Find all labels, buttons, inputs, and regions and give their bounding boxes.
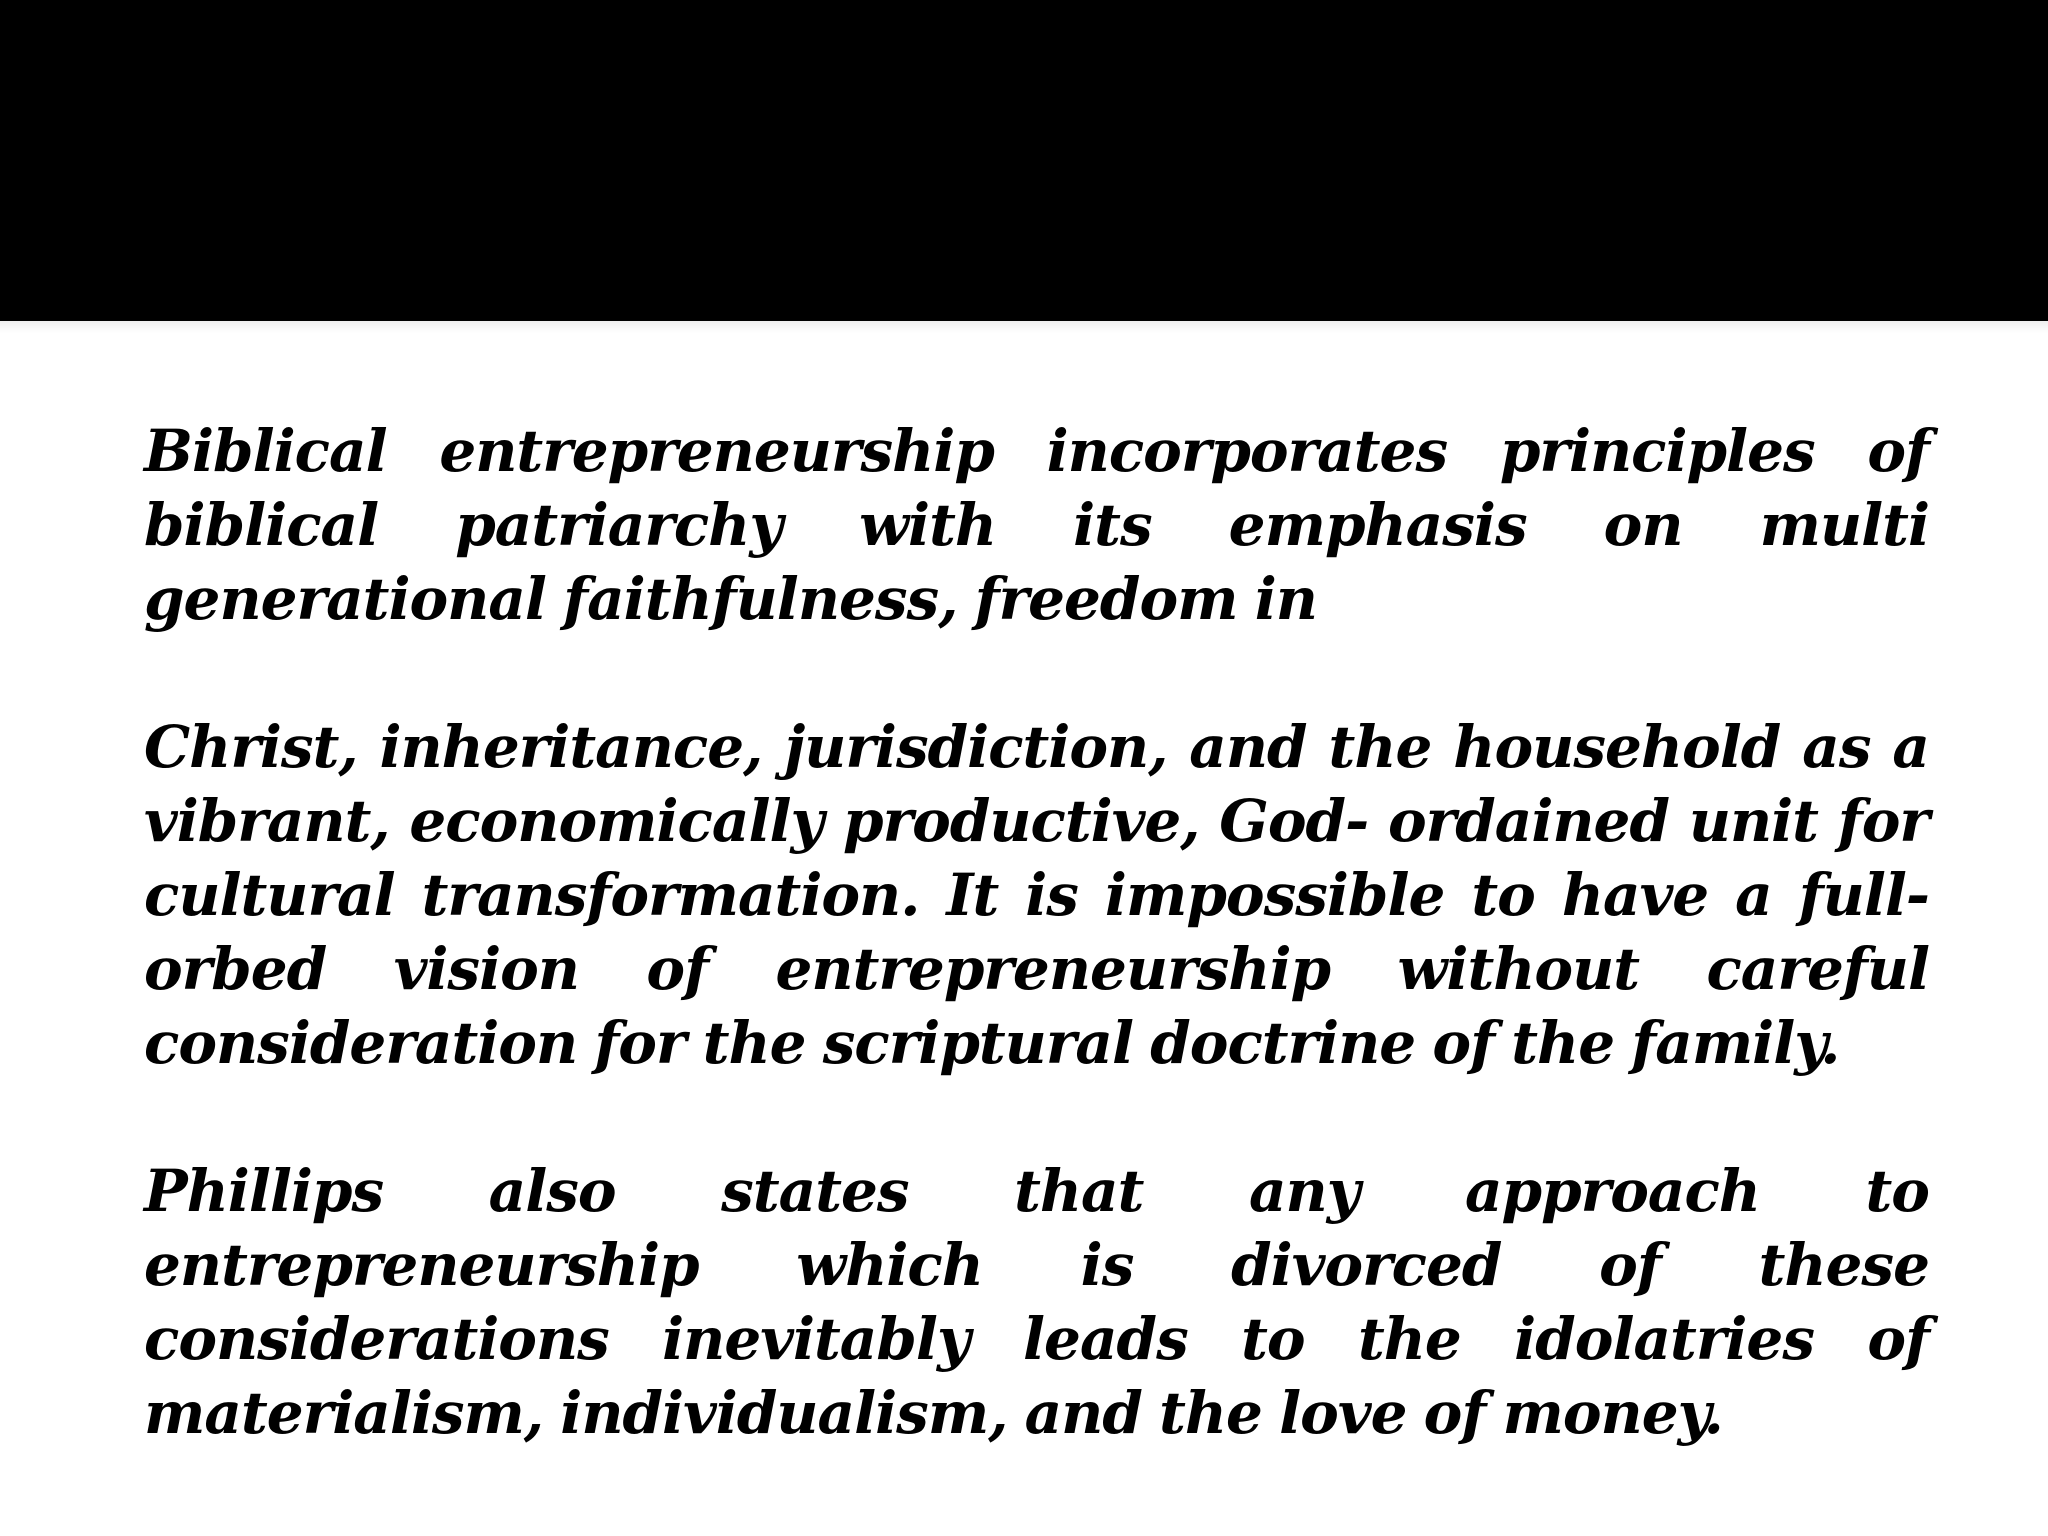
paragraph-phillips-states: Phillips also states that any approach to entrepreneurship which is divorced of these considerations inevitably leads to the idolatries of materialism, individualism, and the love of money. [144, 1157, 1929, 1447]
header-divider [0, 321, 2048, 333]
slide-body-text [144, 414, 1929, 1450]
slide-header-band [0, 0, 2048, 321]
paragraph-christ-inheritance: Christ, inheritance, jurisdiction, and the household as a vibrant, economically productive, God- ordained unit for cultural transformation. It is impossible to have a full-orbed vision of entrepreneurship without careful consideration for the scriptural doctrine of the family. [144, 713, 1929, 1077]
paragraph-biblical-entrepreneurship: Biblical entrepreneurship incorporates principles of biblical patriarchy with its emphasis on multi generational faithfulness, freedom in [144, 417, 1929, 633]
